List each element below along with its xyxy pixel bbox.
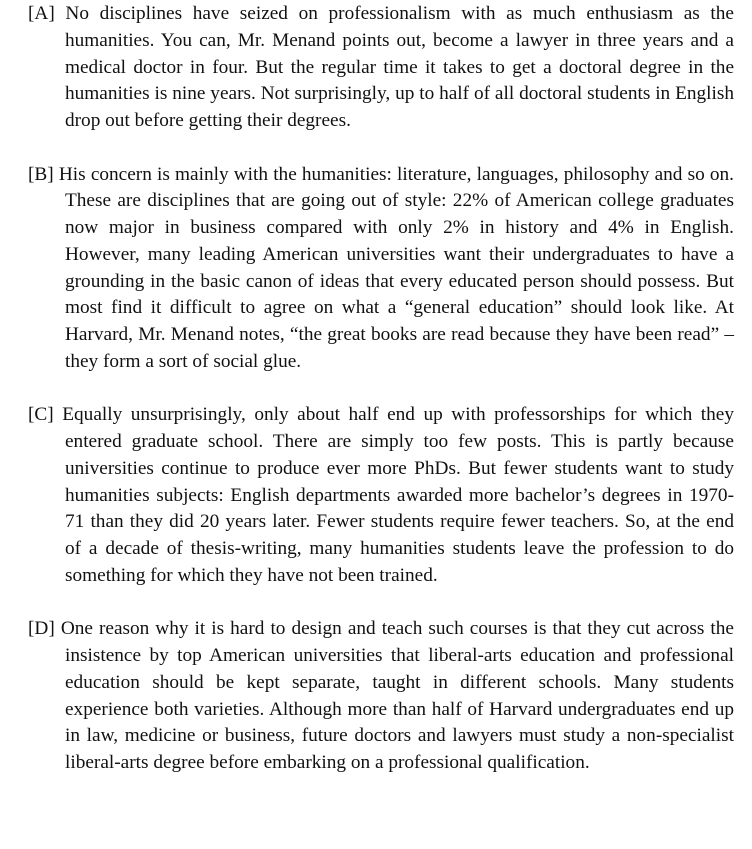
paragraph-d (28, 616, 734, 777)
paragraph-text: One reason why it is hard to design and teach such courses is that they cut across the insistence by top American universities that liberal-arts education and professional education should be kept separate, taught in different schools. Many students experience both varieties. Although more than half of Harvard undergraduates end up in law, medicine or business, future doctors and lawyers must study a non-specialist liberal-arts degree before embarking on a professional qualification. (60, 618, 734, 773)
document-page (28, 0, 734, 777)
paragraph-c (28, 402, 734, 589)
paragraph-label: [B] (28, 163, 54, 185)
paragraph-label: [D] (28, 618, 55, 640)
paragraph-text: No disciplines have seized on professionalism with as much enthusiasm as the humanities. You can, Mr. Menand points out, become a lawyer in three years and a medical doctor in four. But the regular time it takes to get a doctoral degree in the humanities is nine years. Not surprisingly, up to half of all doctoral students in English drop out before getting their degrees. (65, 3, 734, 131)
paragraph-b (28, 162, 734, 376)
paragraph-label: [A] (28, 3, 55, 24)
paragraph-a (28, 0, 734, 135)
paragraph-text: Equally unsurprisingly, only about half end up with professorships for which they entered graduate school. There are simply too few posts. This is partly because universities continue to produce ever more PhDs. But fewer students want to study humanities subjects: English departments awarded more bachelor’s degrees in 1970-71 than they did 20 years later. Fewer students require fewer teachers. So, at the end of a decade of thesis-writing, many humanities students leave the profession to do something for which they have not been trained. (62, 404, 734, 586)
paragraph-label: [C] (28, 404, 54, 426)
paragraph-text: His concern is mainly with the humanities: literature, languages, philosophy and so on. These are disciplines that are going out of style: 22% of American college graduates now major in business compared with only 2% in history and 4% in English. However, many leading American universities want their undergraduates to have a grounding in the basic canon of ideas that every educated person should possess. But most find it difficult to agree on what a “general education” should look like. At Harvard, Mr. Menand notes, “the great books are read because they have been read” – they form a sort of social glue. (58, 163, 734, 372)
